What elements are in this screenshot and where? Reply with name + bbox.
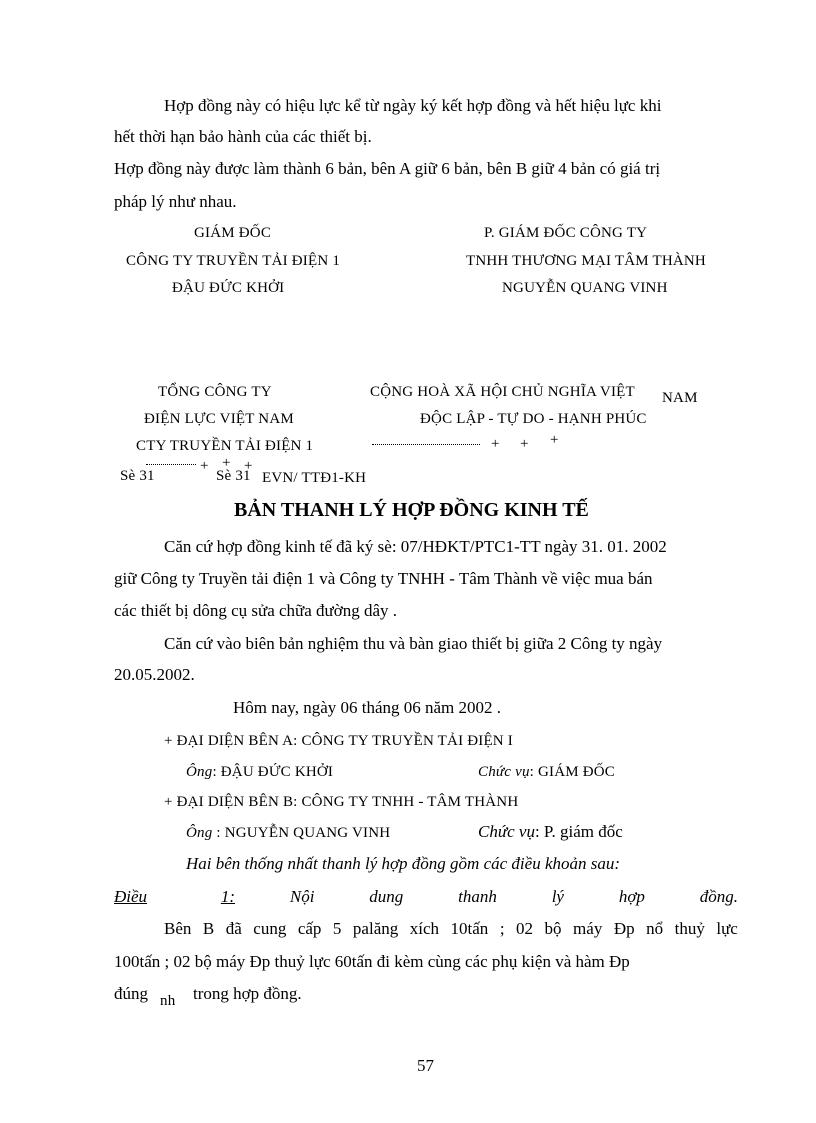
header-left-line1: TỔNG CÔNG TY	[158, 384, 272, 400]
content-word: 10tấn	[450, 919, 489, 938]
person-name: : NGUYỄN QUANG VINH	[212, 825, 391, 841]
cross-mark: +	[200, 458, 209, 474]
page-number: 57	[417, 1056, 434, 1075]
content-line3-sub: nh	[160, 993, 176, 1009]
intro-p1-line1: Hợp đồng này có hiệu lực kể từ ngày ký kết hợp đồng và hết hiệu lực khi	[164, 96, 662, 115]
person-prefix: Ông	[186, 764, 213, 780]
cross-mark: +	[550, 432, 559, 448]
header-left-line3: CTY TRUYỀN TẢI ĐIỆN 1	[136, 438, 314, 454]
content-word: xích	[409, 919, 440, 938]
today-line: Hôm nay, ngày 06 tháng 06 năm 2002 .	[233, 698, 502, 717]
content-line3-b: trong hợp đồng.	[193, 984, 302, 1003]
party-b-label: + ĐẠI DIỆN BÊN B: CÔNG TY TNHH - TÂM THÀNH	[164, 794, 519, 810]
content-word: Bên	[164, 919, 192, 938]
content-line1	[164, 920, 738, 937]
article-word: 1:	[220, 887, 236, 906]
ref-number-a: Sè 31	[120, 468, 155, 484]
content-word: đã	[225, 919, 242, 938]
intro-p2-line1: Hợp đồng này được làm thành 6 bản, bên A giữ 6 bản, bên B giữ 4 bản có giá trị	[114, 159, 661, 178]
content-word: thuỷ	[674, 919, 705, 938]
basis2-line2: 20.05.2002.	[114, 665, 195, 684]
article-word: Nội	[289, 887, 315, 906]
header-right-line1-sub: NAM	[662, 390, 698, 406]
content-word: cung	[253, 919, 287, 938]
intro-p2-line2: pháp lý như nhau.	[114, 192, 237, 211]
basis2-line1: Căn cứ vào biên bản nghiệm thu và bàn giao thiết bị giữa 2 Công ty ngày	[164, 634, 663, 653]
content-word: lực	[716, 919, 738, 938]
content-word: B	[202, 919, 215, 938]
content-word: máy	[573, 919, 603, 938]
cross-mark: +	[520, 436, 529, 452]
sig-right-title: P. GIÁM ĐỐC CÔNG TY	[484, 225, 648, 241]
article-word: đồng.	[699, 887, 738, 906]
role-prefix: Chức vụ	[478, 822, 535, 841]
role-name: : P. giám đốc	[534, 822, 623, 841]
sig-left-title: GIÁM ĐỐC	[194, 225, 272, 241]
basis1-line2: giữ Công ty Truyền tải điện 1 và Công ty TNHH - Tâm Thành về việc mua bán	[114, 569, 653, 588]
header-right-line2: ĐỘC LẬP - TỰ DO - HẠNH PHÚC	[420, 411, 647, 427]
cross-mark: +	[244, 458, 253, 474]
header-right-line1: CỘNG HOÀ XÃ HỘI CHỦ NGHĨA VIỆT	[370, 384, 635, 400]
article-word: hợp	[618, 887, 645, 906]
sig-left-org: CÔNG TY TRUYỀN TẢI ĐIỆN 1	[126, 253, 341, 269]
party-b-role	[478, 823, 623, 840]
party-a-label: + ĐẠI DIỆN BÊN A: CÔNG TY TRUYỀN TẢI ĐIỆN I	[164, 733, 513, 749]
article-word: lý	[551, 887, 564, 906]
content-word: 02	[516, 919, 534, 938]
document-title: BẢN THANH LÝ HỢP ĐỒNG KINH TẾ	[234, 499, 589, 521]
sig-right-org: TNHH THƯƠNG MẠI TÂM THÀNH	[466, 253, 706, 269]
content-line2: 100tấn ; 02 bộ máy Đp thuỷ lực 60tấn đi kèm cùng các phụ kiện và hàm Đp	[114, 952, 630, 971]
article-word: thanh	[458, 887, 497, 906]
header-left-underline	[146, 464, 196, 465]
basis1-line1: Căn cứ hợp đồng kinh tế đã ký sè: 07/HĐKT/PTC1-TT ngày 31. 01. 2002	[164, 537, 667, 556]
content-word: palăng	[352, 919, 399, 938]
person-name: : ĐẬU ĐỨC KHỞI	[212, 764, 334, 780]
agreement-line: Hai bên thống nhất thanh lý hợp đồng gồm các điều khoản sau:	[186, 854, 621, 873]
content-word: ;	[499, 919, 505, 938]
sig-left-name: ĐẬU ĐỨC KHỞI	[172, 280, 285, 296]
intro-p1-line2: hết thời hạn bảo hành của các thiết bị.	[114, 127, 372, 146]
content-word: nổ	[646, 919, 664, 938]
article-word: Điều	[114, 887, 148, 906]
content-line3-a: đúng	[114, 984, 148, 1003]
basis1-line3: các thiết bị dông cụ sửa chữa đường dây .	[114, 601, 398, 620]
content-word: 5	[332, 919, 342, 938]
ref-number-b: Sè 31	[216, 468, 251, 484]
role-name: : GIÁM ĐỐC	[529, 764, 615, 780]
party-a-person	[186, 765, 333, 780]
content-word: bộ	[544, 919, 562, 938]
ref-number-c: EVN/ TTĐ1-KH	[262, 470, 367, 486]
cross-mark: +	[491, 436, 500, 452]
role-prefix: Chức vụ	[478, 764, 530, 780]
party-a-role	[478, 765, 615, 780]
content-word: cấp	[297, 919, 322, 938]
cross-mark: +	[222, 455, 231, 471]
header-right-underline	[372, 444, 480, 445]
article-word: dung	[369, 887, 404, 906]
sig-right-name: NGUYỄN QUANG VINH	[502, 280, 668, 296]
article-heading	[114, 888, 738, 905]
person-prefix: Ông	[186, 825, 213, 841]
content-word: Đp	[613, 919, 635, 938]
party-b-person	[186, 826, 390, 841]
header-left-line2: ĐIỆN LỰC VIỆT NAM	[144, 411, 294, 427]
